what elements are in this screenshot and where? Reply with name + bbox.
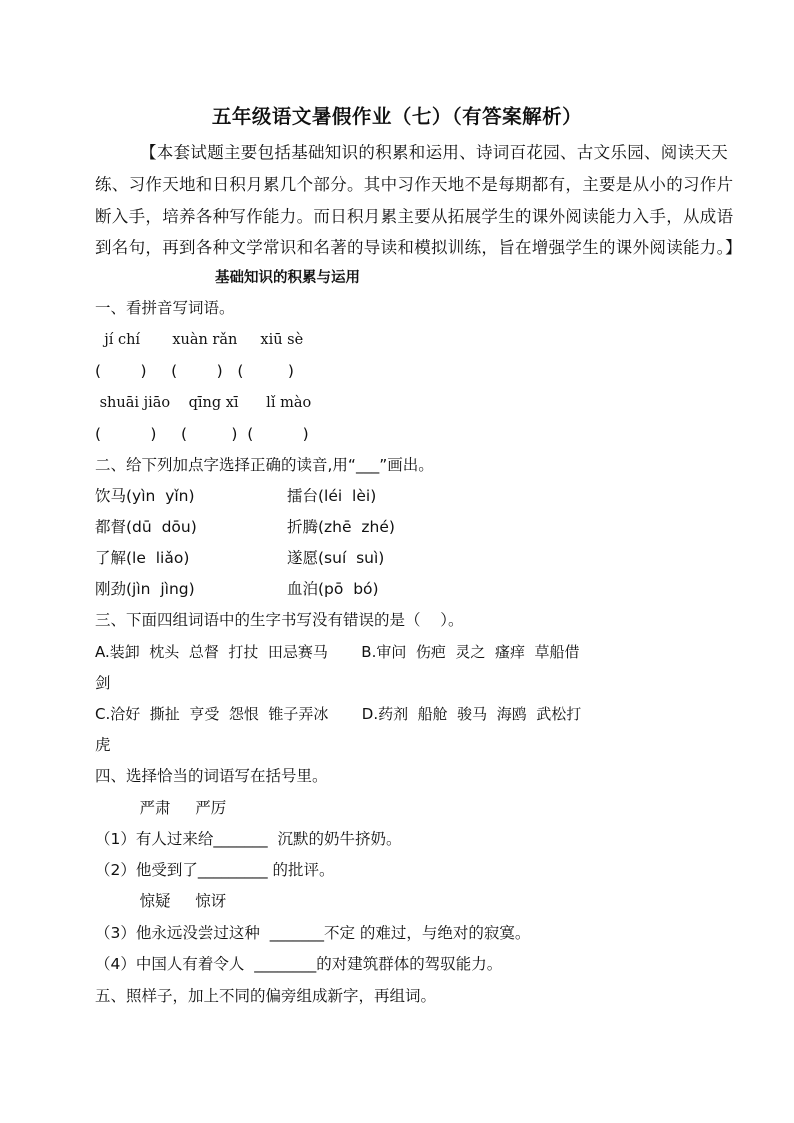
q2-row-3-left: 了解(le liǎo)	[95, 549, 190, 567]
q4-item-4: （4）中国人有着令人 ________的对建筑群体的驾驭能力。	[95, 955, 503, 973]
q4-item-1: （1）有人过来给_______ 沉默的奶牛挤奶。	[95, 830, 402, 848]
document-title: 五年级语文暑假作业（七）（有答案解析）	[211, 105, 583, 128]
q3-heading: 三、下面四组词语中的生字书写没有错误的是（ ）。	[95, 611, 464, 629]
intro-line-3: 断入手，培养各种写作能力。而日积月累主要从拓展学生的课外阅读能力入手，从成语	[95, 207, 734, 226]
q1-blank-row-2: ( ) ( ) ( )	[95, 425, 309, 443]
section-heading: 基础知识的积累与运用	[215, 270, 360, 286]
q3-options-cd-wrap: 虎	[95, 736, 111, 754]
q4-item-2: （2）他受到了_________ 的批评。	[95, 861, 335, 879]
q2-row-4-right: 血泊(pō bó)	[287, 580, 379, 598]
q4-heading: 四、选择恰当的词语写在括号里。	[95, 767, 328, 785]
q4-word-pair-2: 惊疑 惊讶	[110, 892, 227, 910]
intro-line-4: 到名句，再到各种文学常识和名著的导读和模拟训练，旨在增强学生的课外阅读能力。】	[95, 238, 742, 257]
q1-pinyin-row-2: shuāi jiāo qīng xī lǐ mào	[95, 395, 312, 411]
q2-row-2-left: 都督(dū dōu)	[95, 518, 197, 536]
q2-row-3-right: 遂愿(suí suì)	[287, 549, 385, 567]
q2-row-4-left: 刚劲(jìn jìng)	[95, 580, 195, 598]
q4-item-3: （3）他永远没尝过这种 _______不定 的难过，与绝对的寂寞。	[95, 924, 531, 942]
q2-row-1-left: 饮马(yìn yǐn)	[95, 487, 195, 505]
intro-line-1: 【本套试题主要包括基础知识的积累和运用、诗词百花园、古文乐园、阅读天天	[140, 143, 728, 162]
q5-heading: 五、照样子，加上不同的偏旁组成新字，再组词。	[95, 987, 437, 1005]
q4-word-pair-1: 严肃 严厉	[110, 799, 227, 817]
q1-heading: 一、看拼音写词语。	[95, 299, 235, 317]
q3-options-ab-wrap: 剑	[95, 674, 111, 692]
q3-options-cd: C.洽好 撕扯 亨受 怨恨 锥子弄冰 D.药剂 船舱 骏马 海鸥 武松打	[95, 705, 582, 723]
q1-blank-row-1: ( ) ( ) ( )	[95, 362, 294, 380]
intro-line-2: 练、习作天地和日积月累几个部分。其中习作天地不是每期都有，主要是从小的习作片	[95, 175, 734, 194]
q1-pinyin-row-1: jí chí xuàn rǎn xiū sè	[95, 332, 304, 348]
q3-options-ab: A.装卸 枕头 总督 打扙 田忌赛马 B.审问 伤疤 灵之 瘙痒 草船借	[95, 643, 580, 661]
q2-row-2-right: 折腾(zhē zhé)	[287, 518, 395, 536]
q2-row-1-right: 擂台(léi lèi)	[287, 487, 377, 505]
q2-heading: 二、给下列加点字选择正确的读音,用“___”画出。	[95, 456, 434, 474]
